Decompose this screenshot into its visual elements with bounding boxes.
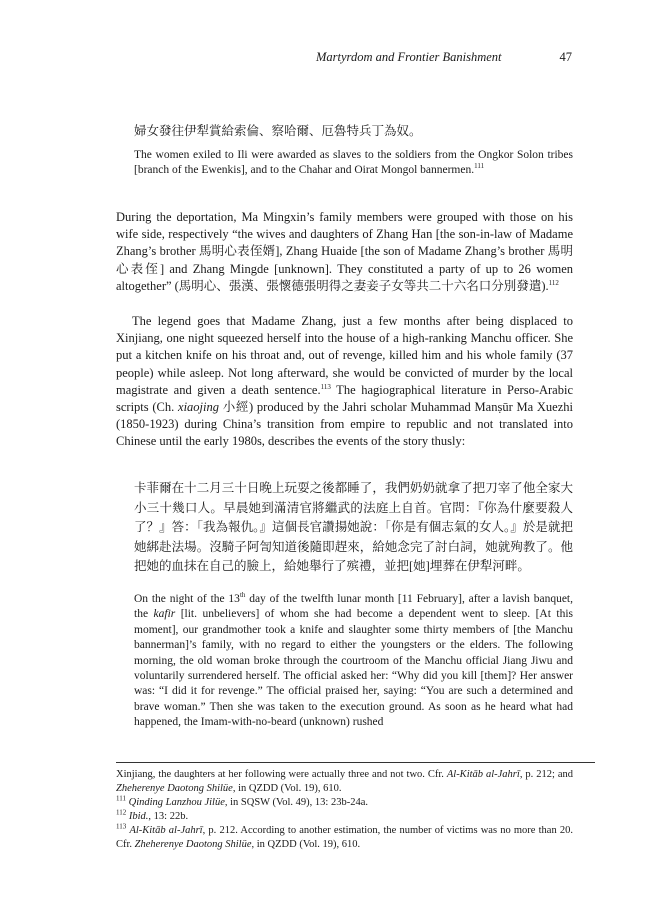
body-paragraph-2 [116, 313, 573, 451]
fn111-text: , in SQSW (Vol. 49), 13: 23b-24a. [224, 797, 368, 808]
fn113-text-b: , in QZDD (Vol. 19), 610. [251, 839, 361, 850]
fn0-text-a: Xinjiang, the daughters at her following were actually three and not two. Cfr. [116, 769, 447, 780]
footnotes [116, 768, 573, 852]
para-2-text-a: The legend goes that Madame Zhang, just a few months after being displaced to Xinjiang, one night squeezed herself into the house of a high-ranking Manchu officer. She put a kitchen knife on his throat and, out of revenge, killed him and his whole family (37 people) while asleep. Not long afterward, she would be convicted of murder by the local magistrate and given a death sentence. [116, 314, 573, 397]
para-1-text: During the deportation, Ma Mingxin’s family members were grouped with those on his wife side, respectively “the wives and daughters of Zhang Han [the son-in-law of Madame Zhang’s brother 馬明心表侄婿], Zhang Huaide [the son of Madame Zhang’s brother 馬明心表侄] and Zhang Mingde [unknown]. They constituted a party of up to 26 women altogether” (馬明心、張漢、張懷德張明得之妻妾子女等共二十六名口分別發遣). [116, 210, 573, 293]
fn0-italic-a: Al-Kitāb al-Jahrī [446, 769, 520, 780]
para-2-italic: xiaojing [178, 400, 219, 415]
footnote-ref-112: 112 [548, 278, 559, 287]
fn0-italic-b: Zheherenye Daotong Shilüe [116, 783, 233, 794]
quote-1-text: The women exiled to Ili were awarded as slaves to the soldiers from the Ongkor Solon tribes [branch of the Ewenkis], and to the Chahar and Oirat Mongol bannermen. [134, 149, 573, 176]
fn112-text: , 13: 22b. [148, 811, 189, 822]
english-quote-1 [134, 148, 573, 178]
fn113-number: 113 [116, 822, 127, 831]
para-2-text-c: 小經) produced by the Jahri scholar Muhammad Manṣūr Ma Xuezhi (1850-1923) during China’s transition from empire to republic and not translated into Chinese until the early 1980s, describes the events of the story thusly: [116, 400, 573, 449]
fn0-text-b: , p. 212; and [519, 769, 574, 780]
fn0-text-c: , in QZDD (Vol. 19), 610. [232, 783, 342, 794]
body-paragraph-1 [116, 209, 573, 295]
footnote-112 [116, 810, 573, 824]
footnote-divider [116, 762, 595, 763]
fn113-italic-a: Al-Kitāb al-Jahrī [129, 825, 203, 836]
footnote-ref-113: 113 [320, 382, 331, 391]
footnote-111 [116, 796, 573, 810]
fn111-number: 111 [116, 794, 126, 803]
ordinal-suffix: th [239, 591, 246, 600]
fn113-italic-b: Zheherenye Daotong Shilüe [134, 839, 252, 850]
chinese-quote-2: 卡菲爾在十二月三十日晚上玩耍之後都睡了，我們奶奶就拿了把刀宰了他全家大小三十幾口人。早晨她到滿清官將繼武的法庭上自首。官問：『你為什麼要殺人了？』答：「我為報仇。』這個長官讚揚她說：「你是有個志氣的女人。』於是就把她綁赴法場。沒騎子阿訇知道後隨即趕來，給她念完了討白詞，她就殉教了。他把她的血抹在自己的臉上，給她舉行了殡禮，並把[她]埋葬在伊犁河畔。 [134, 481, 573, 573]
footnote-113 [116, 824, 573, 852]
quote-2-text-a: On the night of the 13 [134, 593, 240, 605]
quote-2-text-c: [lit. unbelievers] of whom she had become a dependent went to sleep. [At this moment], our grandmother took a knife and slaughter some thirty members of [the Manchu bannerman]’s family, with no regard to either the youngsters or the elders. The following morning, the old woman broke through the courtroom of the Manchu official Jiang Jiwu and voluntarily surrendered herself. The official asked her: “Why did you kill [them]? Her answer was: “I did it for revenge.” The official praised her, saying: “You are such a determined and brave woman.” Then she was taken to the execution ground. As soon as he heard what had happened, the Imam-with-no-beard (unknown) rushed [134, 608, 573, 729]
chinese-quote-1: 婦女發往伊犁賞給索倫、察哈爾、厄魯特兵丁為奴。 [134, 124, 422, 138]
fn112-italic: Ibid. [128, 811, 149, 822]
quote-2-text-b: day of the twelfth lunar month [11 February], after a lavish banquet, the [134, 593, 573, 621]
running-title: Martyrdom and Frontier Banishment [316, 50, 502, 64]
fn112-number: 112 [116, 808, 127, 817]
quote-2-italic: kafir [153, 608, 176, 621]
fn111-italic: Qinding Lanzhou Jilüe [128, 797, 225, 808]
english-quote-2 [134, 592, 573, 731]
fn113-text-a: , p. 212. According to another estimation, the number of victims was no more than 20. Cfr. [116, 825, 574, 850]
page-number: 47 [559, 50, 572, 64]
footnote-continued [116, 768, 573, 796]
footnote-ref-111: 111 [474, 162, 485, 171]
para-2-text-b: The hagiographical literature in Perso-Arabic scripts (Ch. [116, 382, 574, 415]
